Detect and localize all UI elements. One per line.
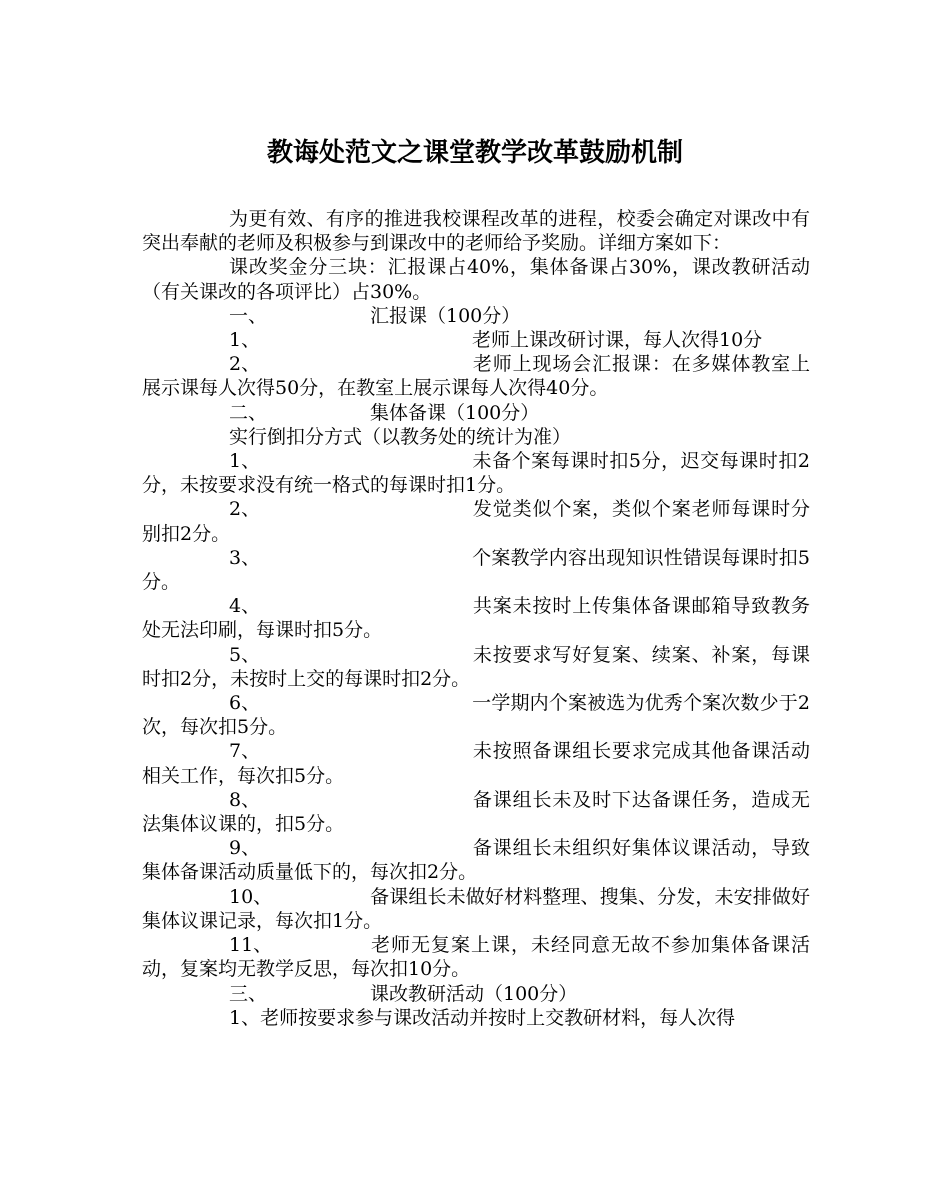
funds-paragraph: 课改奖金分三块：汇报课占40%，集体备课占30%，课改教研活动（有关课改的各项评比）占30%。 bbox=[142, 256, 810, 303]
list-item bbox=[142, 691, 810, 739]
list-item bbox=[142, 739, 810, 787]
item-number: 6、 bbox=[229, 692, 261, 715]
list-item bbox=[142, 497, 810, 545]
item-text: 未按要求写好复案、续案、补案，每课时扣2分，未按时上交的每课时扣2分。 bbox=[142, 643, 810, 690]
item-number: 3、 bbox=[229, 546, 261, 569]
section-number: 一、 bbox=[229, 304, 268, 327]
list-item bbox=[142, 643, 810, 691]
list-item bbox=[142, 836, 810, 884]
section-title: 汇报课（100分） bbox=[370, 304, 521, 327]
list-item bbox=[142, 449, 810, 497]
item-number: 7、 bbox=[229, 740, 261, 763]
item-text: 备课组长未及时下达备课任务，造成无法集体议课的，扣5分。 bbox=[142, 788, 810, 836]
list-item bbox=[142, 546, 810, 594]
section-heading bbox=[142, 401, 810, 425]
list-item bbox=[142, 594, 810, 642]
document-body bbox=[142, 207, 810, 1030]
section-heading bbox=[142, 304, 810, 328]
list-item bbox=[142, 788, 810, 836]
item-number: 10、 bbox=[229, 885, 273, 908]
item-number: 11、 bbox=[229, 934, 273, 957]
item-number: 1、 bbox=[229, 450, 261, 473]
section-note: 实行倒扣分方式（以教务处的统计为准） bbox=[229, 425, 572, 448]
section-number: 三、 bbox=[229, 982, 268, 1005]
item-text: 发觉类似个案，类似个案老师每课时分别扣2分。 bbox=[142, 498, 810, 545]
item-number: 1、 bbox=[229, 329, 261, 352]
list-item bbox=[142, 352, 810, 400]
list-item bbox=[142, 885, 810, 933]
item-number: 2、 bbox=[229, 498, 261, 521]
section-heading bbox=[142, 982, 810, 1006]
list-item bbox=[142, 933, 810, 981]
item-text: 备课组长未做好材料整理、搜集、分发，未安排做好集体议课记录，每次扣1分。 bbox=[142, 885, 810, 932]
item-number: 8、 bbox=[229, 788, 261, 811]
item-text: 未备个案每课时扣5分，迟交每课时扣2分，未按要求没有统一格式的每课时扣1分。 bbox=[142, 450, 810, 497]
list-item bbox=[142, 328, 810, 352]
item-text: 未按照备课组长要求完成其他备课活动相关工作，每次扣5分。 bbox=[142, 740, 810, 787]
item-text: 一学期内个案被选为优秀个案次数少于2次，每次扣5分。 bbox=[142, 692, 810, 739]
item-number: 5、 bbox=[229, 643, 261, 666]
item-text: 老师无复案上课，未经同意无故不参加集体备课活动，复案均无教学反思，每次扣10分。 bbox=[142, 934, 810, 981]
item-text: 备课组长未组织好集体议课活动，导致集体备课活动质量低下的，每次扣2分。 bbox=[142, 837, 810, 884]
item-text: 老师上现场会汇报课：在多媒体教室上展示课每人次得50分，在教室上展示课每人次得40分。 bbox=[142, 353, 810, 400]
section-number: 二、 bbox=[229, 401, 268, 424]
section-title: 课改教研活动（100分） bbox=[370, 982, 578, 1005]
document-title: 教诲处范文之课堂教学改革鼓励机制 bbox=[266, 138, 683, 168]
intro-paragraph: 为更有效、有序的推进我校课程改革的进程，校委会确定对课改中有突出奉献的老师及积极参与到课改中的老师给予奖励。详细方案如下： bbox=[142, 208, 810, 255]
item-text: 个案教学内容出现知识性错误每课时扣5分。 bbox=[142, 546, 810, 594]
item-text: 共案未按时上传集体备课邮箱导致教务处无法印刷，每课时扣5分。 bbox=[142, 595, 810, 642]
item-number: 9、 bbox=[229, 837, 261, 860]
list-item: 1、老师按要求参与课改活动并按时上交教研材料，每人次得 bbox=[229, 1006, 736, 1029]
item-text: 老师上课改研讨课，每人次得10分 bbox=[472, 329, 763, 352]
item-number: 2、 bbox=[229, 353, 261, 376]
section-title: 集体备课（100分） bbox=[370, 401, 540, 424]
item-number: 4、 bbox=[229, 595, 261, 618]
